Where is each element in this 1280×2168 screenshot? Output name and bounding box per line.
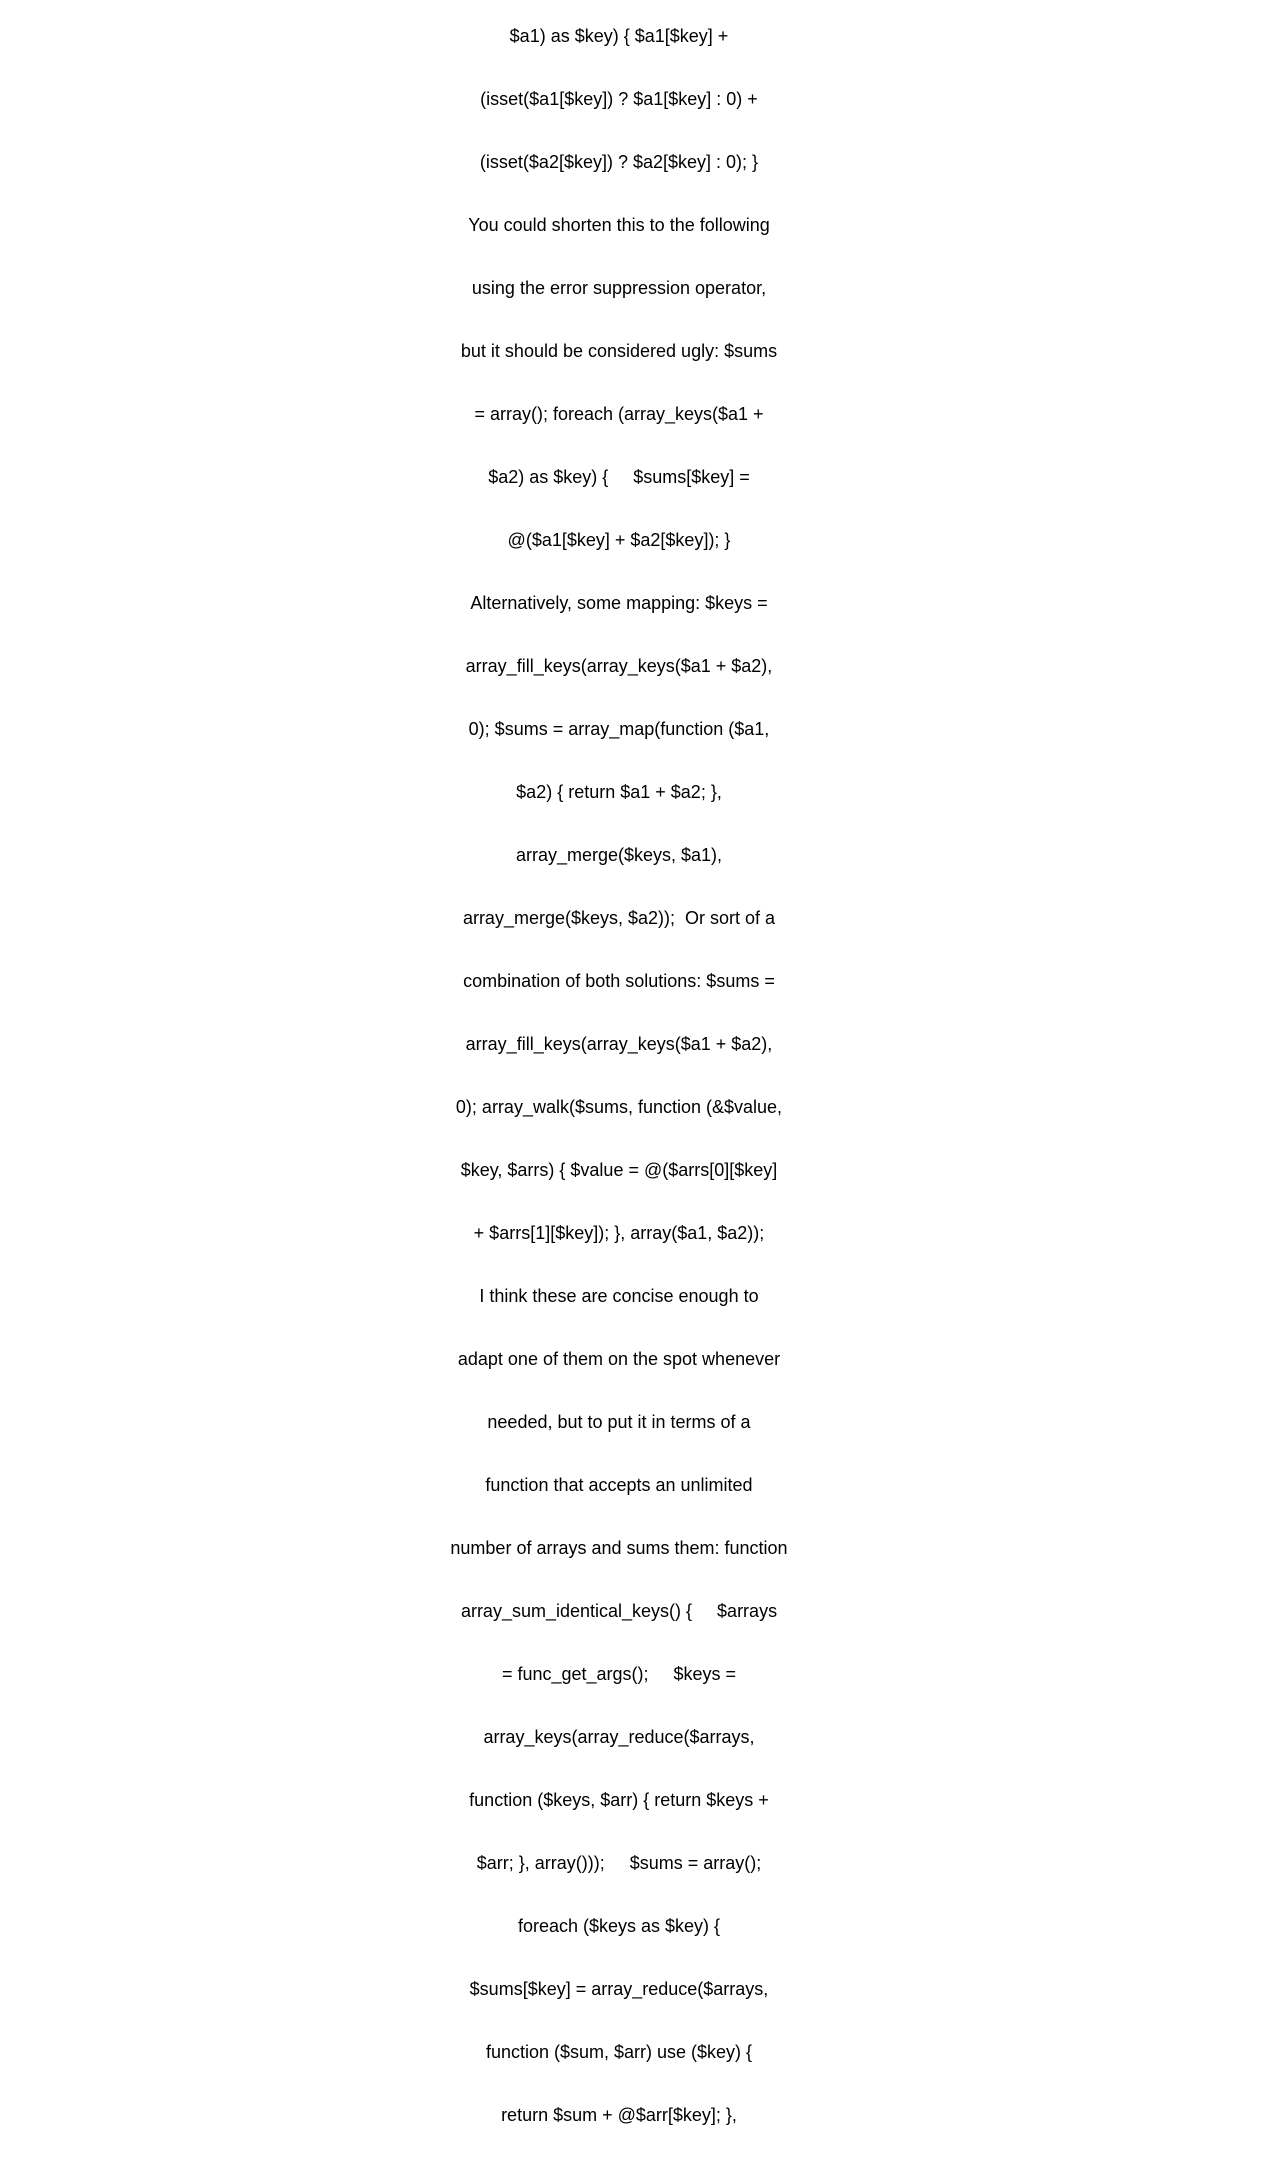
text-line: array_keys(array_reduce($arrays, (483, 1727, 755, 1747)
text-line: $a2) as $key) { $sums[$key] = (488, 467, 750, 487)
text-line: foreach ($keys as $key) { (517, 1916, 721, 1936)
text-line: adapt one of them on the spot whenever (457, 1349, 781, 1369)
text-line: Alternatively, some mapping: $keys = (470, 593, 768, 613)
text-line: array_merge($keys, $a2)); Or sort of a (462, 908, 776, 928)
text-line: You could shorten this to the following (468, 215, 770, 235)
text-line: (isset($a1[$key]) ? $a1[$key] : 0) + (480, 89, 758, 109)
text-line: = array(); foreach (array_keys($a1 + (474, 404, 764, 424)
answer-text-column (420, 0, 818, 2168)
text-line: $a2) { return $a1 + $a2; }, (516, 782, 722, 802)
text-line: $a1) as $key) { $a1[$key] + (509, 26, 729, 46)
text-line: I think these are concise enough to (479, 1286, 759, 1306)
text-line: function ($sum, $arr) use ($key) { (485, 2042, 753, 2062)
text-line: array_fill_keys(array_keys($a1 + $a2), (465, 1034, 773, 1054)
text-line: 0); $sums = array_map(function ($a1, (468, 719, 770, 739)
text-line: needed, but to put it in terms of a (487, 1412, 751, 1432)
text-line: array_fill_keys(array_keys($a1 + $a2), (465, 656, 773, 676)
text-line: = func_get_args(); $keys = (501, 1664, 737, 1684)
text-line: $sums[$key] = array_reduce($arrays, (469, 1979, 769, 1999)
text-line: using the error suppression operator, (471, 278, 767, 298)
text-line: array_merge($keys, $a1), (515, 845, 723, 865)
text-line: $arr; }, array())); $sums = array(); (476, 1853, 762, 1873)
text-line: (isset($a2[$key]) ? $a2[$key] : 0); } (479, 152, 759, 172)
text-line: 0); array_walk($sums, function (&$value, (455, 1097, 783, 1117)
text-line: number of arrays and sums them: function (450, 1538, 788, 1558)
text-line: combination of both solutions: $sums = (463, 971, 775, 991)
text-line: @($a1[$key] + $a2[$key]); } (507, 530, 731, 550)
text-line: $key, $arrs) { $value = @($arrs[0][$key] (460, 1160, 778, 1180)
text-line: function that accepts an unlimited (485, 1475, 753, 1495)
text-line: return $sum + @$arr[$key]; }, (501, 2105, 737, 2125)
text-line: but it should be considered ugly: $sums (460, 341, 778, 361)
text-line: array_sum_identical_keys() { $arrays (460, 1601, 778, 1621)
text-line: function ($keys, $arr) { return $keys + (469, 1790, 769, 1810)
text-line: + $arrs[1][$key]); }, array($a1, $a2)); (473, 1223, 765, 1243)
